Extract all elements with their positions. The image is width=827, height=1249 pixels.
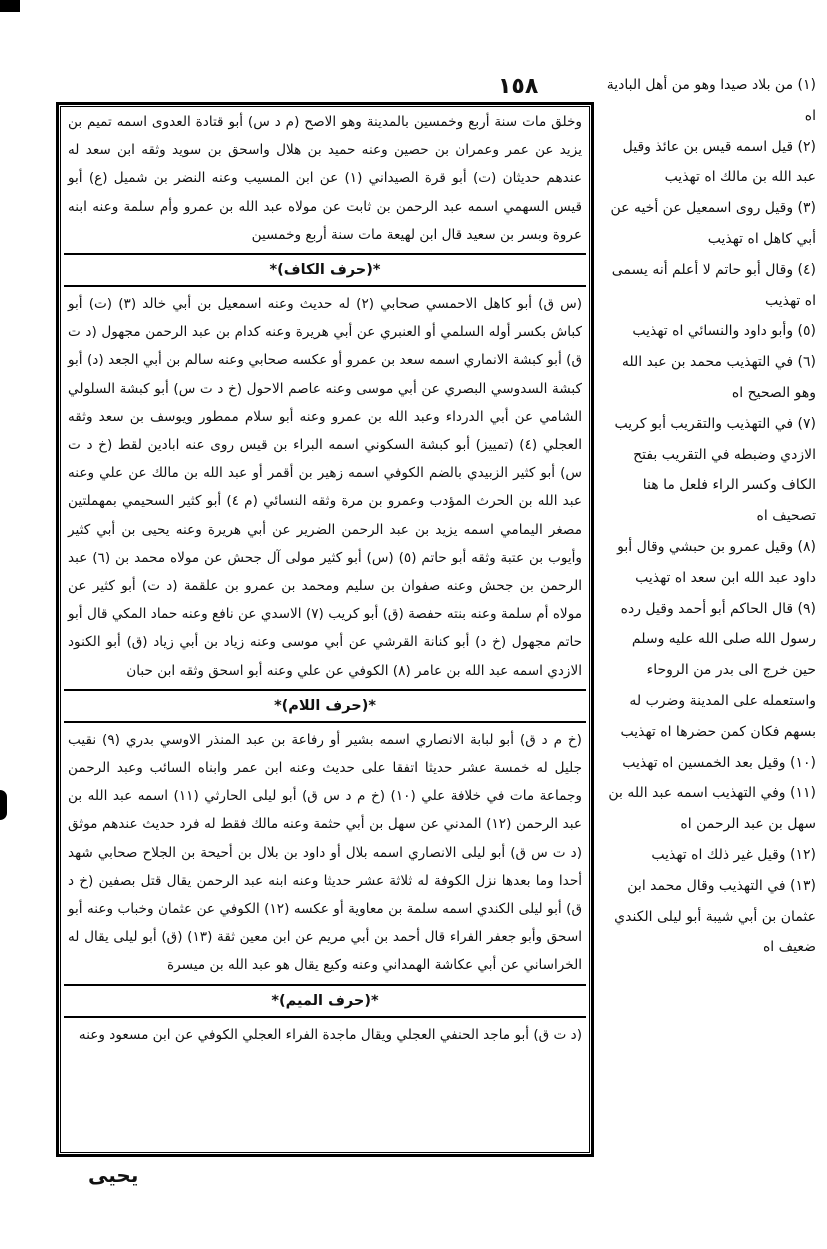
margin-note: (٨) وقيل عمرو بن حبشي وقال أبو داود عبد الله ابن سعد اه تهذيب — [617, 538, 816, 586]
margin-notes — [604, 70, 816, 963]
margin-note: (١١) وفي التهذيب اسمه عبد الله بن سهل بن عبد الرحمن اه — [608, 785, 816, 833]
margin-note: (٩) قال الحاكم أبو أحمد وقيل رده رسول الله صلى الله عليه وسلم حين خرج الى بدر من الروحاء واستعمله على المدينة وضرب له بسهم فكان كمن حضرها اه تهذيب — [620, 600, 816, 740]
margin-note: (١٢) وقيل غير ذلك اه تهذيب — [651, 846, 816, 863]
binding-mark — [0, 790, 7, 820]
section-3-text: (د ت ق) أبو ماجد الحنفي العجلي ويقال ماجدة الفراء العجلي الكوفي عن ابن مسعود وعنه — [78, 1026, 582, 1043]
corner-mark — [0, 0, 20, 12]
margin-note: (٣) وقيل روى اسمعيل عن أخيه عن أبي كاهل اه تهذيب — [610, 200, 816, 247]
margin-note: (٦) في التهذيب محمد بن عبد الله وهو الصحيح اه — [621, 354, 816, 401]
margin-note: (١٣) في التهذيب وقال محمد ابن عثمان بن أبي شيبة أبو ليلى الكندي ضعيف اه — [614, 877, 816, 956]
margin-note: (١) من بلاد صيدا وهو من أهل البادية اه — [606, 77, 816, 124]
section-1-text: (س ق) أبو كاهل الاحمسي صحابي (٢) له حديث وعنه اسمعيل بن أبي خالد (٣) (ت) أبو كباش بكسر أوله السلمي أو العنبري عن أبي هريرة وعنه كدام بن عبد الرحمن مجهول (د ت ق) أبو كبشة الانماري اسمه سعد بن عمرو أو عكسه صحابي وعنه سالم بن أبي الجعد (د) أبو كبشة السدوسي البصري عن أبي موسى وعنه عاصم الاحول (خ د ت س) أبو كبشة السلولي الشامي عن أبي الدرداء وعبد الله بن عمرو وعنه أبو سلام ممطور ويوسف بن سعد وثقه العجلي (٤) (تمييز) أبو كبشة السكوني اسمه البراء بن قيس روى عنه ابادين لقط (خ د ت س) أبو كثير الزبيدي بالضم الكوفي اسمه زهير بن أقمر أو عبد الله بن مالك عن علي وعنه عبد الله بن الحرث المؤدب وعمرو بن مرة وثقه النسائي (م ٤) أبو كثير السحيمي بمهملتين مصغر اليمامي اسمه يزيد بن عبد الرحمن الضرير عن أبي هريرة وعنه يحيى بن أبي كثير وأيوب بن عتبة وثقه أبو حاتم (٥) (س) أبو كثير مولى آل جحش عن مولاه محمد بن (٦) عبد الرحمن بن جحش وعنه صفوان بن سليم ومحمد بن عمرو بن علقمة (د ت) أبو كثير عن مولاه أم سلمة وعنه بنته حفصة (ق) أبو كريب (٧) الاسدي عن نافع وعنه حماد المكي قال أبو حاتم مجهول (خ د) أبو كنانة القرشي عن أبي موسى وعنه زياد بن أبي زياد (ق) أبو الكنود الازدي اسمه عبد الله بن عامر (٨) الكوفي عن علي وعنه أبو اسحق وثقه ابن حبان — [68, 296, 583, 679]
catchword: يحيى — [88, 1163, 139, 1187]
section-header-lam: *(حرف اللام)* — [64, 689, 586, 723]
section-header-kaf: *(حرف الكاف)* — [64, 253, 586, 287]
margin-note: (٢) قيل اسمه قيس بن عائذ وقيل عبد الله بن مالك اه تهذيب — [622, 138, 816, 186]
section-2-text: (خ م د ق) أبو لبابة الانصاري اسمه بشير أو رفاعة بن عبد المنذر الاوسي بدري (٩) نقيب جليل له خمسة عشر حديثا اتفقا على حديث وعنه ابن عمر وابناه السائب وعبد الرحمن وجماعة مات في خلافة علي (١٠) (خ م د س ق) أبو ليلى الحارثي (١١) اسمه عبد الله بن عبد الرحمن (١٢) المدني عن سهل بن أبي حثمة وعنه مالك فقط له فرد حديث عندهم موثق (د ت س ق) أبو ليلى الانصاري اسمه بلال أو داود بن بلال بن أحيحة بن الجلاح صحابي شهد أحدا وما بعدها نزل الكوفة له ثلاثة عشر حديثا وعنه ابنه عبد الرحمن يقال قتل بصفين (خ د ق) أبو ليلى الكندي اسمه سلمة بن معاوية أو عكسه (١٢) الكوفي عن عثمان وخباب وعنه أبو اسحق وأبو جعفر الفراء قال أحمد بن أبي مريم عن ابن معين ثقة (١٣) (ق) أبو ليلى يقال له الخراساني عن أبي عكاشة الهمداني وعنه وكيع يقال هو عبد الله بن ميسرة — [68, 731, 582, 974]
main-text-column — [64, 108, 586, 1049]
margin-note: (٤) وقال أبو حاتم لا أعلم أنه يسمى اه تهذيب — [611, 261, 816, 309]
section-0-text: وخلق مات سنة أربع وخمسين بالمدينة وهو الاصح (م د س) أبو قتادة العدوى اسمه تميم بن يزيد عن عمر وعمران بن حصين وعنه حميد بن هلال واسحق بن سويد وثقه ابن سعد له عندهم حديثان (ت) أبو قرة الصيداني (١) عن ابن المسيب وعنه النضر بن شميل (ع) أبو قيس السهمي اسمه عبد الرحمن بن ثابت عن مولاه عبد الله بن عمرو وأم سلمة وعنه ابنه عروة وبسر بن سعيد قال ابن لهيعة مات سنة أربع وخمسين — [68, 114, 582, 243]
margin-note: (١٠) وقيل بعد الخمسين اه تهذيب — [622, 754, 816, 771]
margin-note: (٧) في التهذيب والتقريب أبو كريب الازدي وضبطه في التقريب بفتح الكاف وكسر الراء فلعل ما هنا تصحيف اه — [614, 415, 816, 525]
section-header-mim: *(حرف الميم)* — [64, 984, 586, 1018]
page-number: ١٥٨ — [498, 74, 539, 99]
margin-note: (٥) وأبو داود والنسائي اه تهذيب — [632, 323, 816, 340]
